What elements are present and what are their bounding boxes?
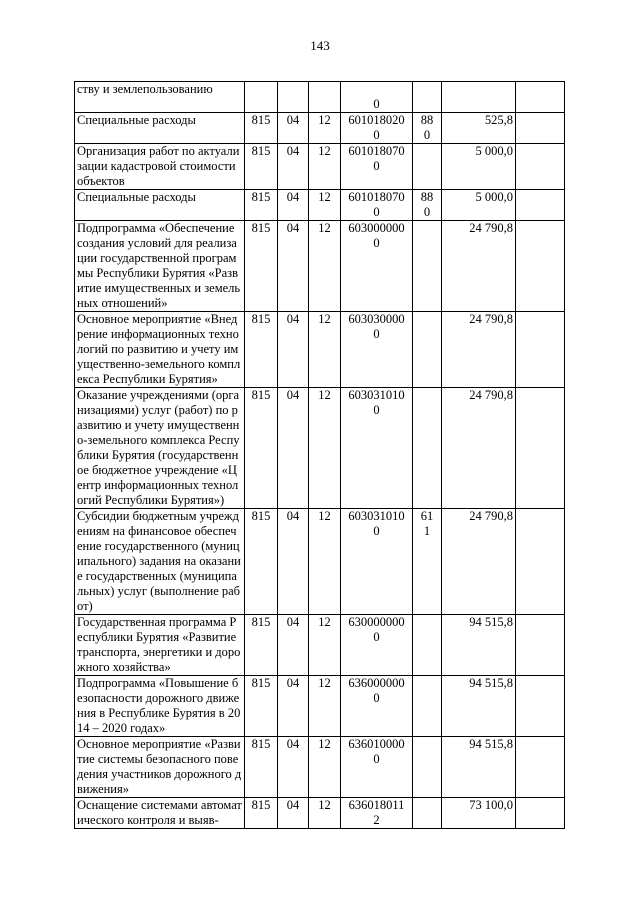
- target-article-cell: [341, 312, 413, 388]
- target-article-part: 0: [373, 97, 380, 111]
- row-name-cell: Государственная программа Республики Бурятия «Развитие транспорта, энергетики и дорожного хозяйства»: [75, 615, 245, 676]
- target-article-part: 603031010: [348, 509, 405, 523]
- subsection-code-cell: 12: [309, 615, 341, 676]
- target-article-cell: [341, 82, 413, 113]
- expense-type-cell: [413, 615, 442, 676]
- subsection-code-cell: 12: [309, 221, 341, 312]
- subsection-code-cell: 12: [309, 798, 341, 829]
- page-number: 143: [310, 38, 330, 53]
- table-body: [75, 82, 565, 829]
- ved-code-cell: 815: [245, 388, 278, 509]
- target-article-part: 0: [373, 159, 380, 173]
- expense-type-cell: [413, 190, 442, 221]
- table-row: [75, 676, 565, 737]
- ved-code-cell: 815: [245, 737, 278, 798]
- expense-type-part: 0: [423, 128, 431, 142]
- target-article-part: 0: [373, 691, 380, 705]
- extra-cell: [516, 388, 565, 509]
- row-name-cell: Основное мероприятие «Внедрение информационных технологий по развитию и учету имущественно-земельного комплекса Республики Бурятия»: [75, 312, 245, 388]
- target-article-cell: [341, 509, 413, 615]
- target-article-part: [343, 82, 410, 97]
- section-code-cell: 04: [278, 388, 309, 509]
- target-article-part: 0: [373, 403, 380, 417]
- row-name-cell: Подпрограмма «Обеспечение создания условий для реализации государственной программы Республики Бурятия «Развитие имущественных и земельных отношений»: [75, 221, 245, 312]
- section-code-cell: 04: [278, 113, 309, 144]
- amount-cell: 24 790,8: [442, 221, 516, 312]
- extra-cell: [516, 615, 565, 676]
- target-article-cell: [341, 676, 413, 737]
- amount-cell: 94 515,8: [442, 737, 516, 798]
- row-name-cell: Основное мероприятие «Развитие системы безопасного поведения участников дорожного движения»: [75, 737, 245, 798]
- extra-cell: [516, 190, 565, 221]
- table-row: [75, 388, 565, 509]
- extra-cell: [516, 113, 565, 144]
- expense-type-cell: [413, 509, 442, 615]
- target-article-part: 0: [373, 630, 380, 644]
- amount-cell: 5 000,0: [442, 190, 516, 221]
- target-article-part: 636018011: [348, 798, 405, 812]
- ved-code-cell: 815: [245, 113, 278, 144]
- expense-type-part: 1: [423, 524, 431, 538]
- target-article-part: 636000000: [348, 676, 405, 690]
- target-article-cell: [341, 144, 413, 190]
- ved-code-cell: 815: [245, 312, 278, 388]
- ved-code-cell: 815: [245, 615, 278, 676]
- expense-type-cell: [413, 113, 442, 144]
- ved-code-cell: 815: [245, 798, 278, 829]
- row-name-cell: ству и землепользованию: [75, 82, 245, 113]
- amount-cell: 94 515,8: [442, 676, 516, 737]
- row-name-cell: Оказание учреждениями (организациями) услуг (работ) по развитию и учету имущественно-земельного комплекса Республики Бурятия (государственное бюджетное учреждение «Центр информационных технологий Республики Бурятия»): [75, 388, 245, 509]
- row-name-cell: Подпрограмма «Повышение безопасности дорожного движения в Республике Бурятия в 2014 – 2020 годах»: [75, 676, 245, 737]
- target-article-part: 636010000: [348, 737, 405, 751]
- expense-type-part: 61: [420, 509, 434, 523]
- ved-code-cell: 815: [245, 221, 278, 312]
- target-article-part: 2: [373, 813, 380, 827]
- extra-cell: [516, 676, 565, 737]
- target-article-part: 603000000: [348, 221, 405, 235]
- expense-type-cell: [413, 388, 442, 509]
- budget-table: [74, 81, 565, 829]
- target-article-part: 630000000: [348, 615, 405, 629]
- ved-code-cell: 815: [245, 509, 278, 615]
- target-article-part: 601018020: [348, 113, 405, 127]
- section-code-cell: 04: [278, 221, 309, 312]
- extra-cell: [516, 82, 565, 113]
- expense-type-cell: [413, 82, 442, 113]
- section-code-cell: 04: [278, 312, 309, 388]
- expense-type-part: 0: [423, 205, 431, 219]
- amount-cell: 24 790,8: [442, 312, 516, 388]
- target-article-part: 603031010: [348, 388, 405, 402]
- table-row: [75, 509, 565, 615]
- table-row: [75, 737, 565, 798]
- amount-cell: 94 515,8: [442, 615, 516, 676]
- expense-type-part: 88: [420, 190, 434, 204]
- section-code-cell: 04: [278, 190, 309, 221]
- table-row: [75, 221, 565, 312]
- target-article-cell: [341, 190, 413, 221]
- target-article-cell: [341, 388, 413, 509]
- target-article-cell: [341, 113, 413, 144]
- target-article-cell: [341, 615, 413, 676]
- expense-type-cell: [413, 676, 442, 737]
- row-name-cell: Специальные расходы: [75, 190, 245, 221]
- ved-code-cell: [245, 82, 278, 113]
- subsection-code-cell: 12: [309, 676, 341, 737]
- amount-cell: 525,8: [442, 113, 516, 144]
- section-code-cell: 04: [278, 615, 309, 676]
- target-article-part: 0: [373, 524, 380, 538]
- row-name-cell: Специальные расходы: [75, 113, 245, 144]
- section-code-cell: 04: [278, 798, 309, 829]
- ved-code-cell: 815: [245, 144, 278, 190]
- amount-cell: 73 100,0: [442, 798, 516, 829]
- section-code-cell: 04: [278, 144, 309, 190]
- extra-cell: [516, 509, 565, 615]
- table-row: [75, 312, 565, 388]
- expense-type-part: 88: [420, 113, 434, 127]
- extra-cell: [516, 312, 565, 388]
- ved-code-cell: 815: [245, 190, 278, 221]
- subsection-code-cell: [309, 82, 341, 113]
- subsection-code-cell: 12: [309, 312, 341, 388]
- target-article-part: 601018070: [348, 144, 405, 158]
- expense-type-cell: [413, 221, 442, 312]
- row-name-cell: Организация работ по актуализации кадастровой стоимости объектов: [75, 144, 245, 190]
- target-article-part: 0: [373, 752, 380, 766]
- table-row: [75, 82, 565, 113]
- target-article-part: 601018070: [348, 190, 405, 204]
- table-row: [75, 798, 565, 829]
- amount-cell: 24 790,8: [442, 388, 516, 509]
- amount-cell: 24 790,8: [442, 509, 516, 615]
- extra-cell: [516, 737, 565, 798]
- target-article-cell: [341, 221, 413, 312]
- table-row: [75, 190, 565, 221]
- target-article-cell: [341, 737, 413, 798]
- expense-type-cell: [413, 144, 442, 190]
- extra-cell: [516, 798, 565, 829]
- target-article-part: 603030000: [348, 312, 405, 326]
- table-row: [75, 144, 565, 190]
- table-row: [75, 113, 565, 144]
- expense-type-cell: [413, 312, 442, 388]
- subsection-code-cell: 12: [309, 190, 341, 221]
- section-code-cell: 04: [278, 676, 309, 737]
- amount-cell: [442, 82, 516, 113]
- subsection-code-cell: 12: [309, 113, 341, 144]
- subsection-code-cell: 12: [309, 509, 341, 615]
- extra-cell: [516, 221, 565, 312]
- section-code-cell: 04: [278, 737, 309, 798]
- table-row: [75, 615, 565, 676]
- extra-cell: [516, 144, 565, 190]
- amount-cell: 5 000,0: [442, 144, 516, 190]
- expense-type-cell: [413, 798, 442, 829]
- subsection-code-cell: 12: [309, 388, 341, 509]
- target-article-part: 0: [373, 327, 380, 341]
- expense-type-cell: [413, 737, 442, 798]
- subsection-code-cell: 12: [309, 144, 341, 190]
- section-code-cell: 04: [278, 509, 309, 615]
- row-name-cell: Оснащение системами автоматического контроля и выяв-: [75, 798, 245, 829]
- section-code-cell: [278, 82, 309, 113]
- subsection-code-cell: 12: [309, 737, 341, 798]
- target-article-cell: [341, 798, 413, 829]
- target-article-part: 0: [373, 236, 380, 250]
- target-article-part: 0: [373, 205, 380, 219]
- ved-code-cell: 815: [245, 676, 278, 737]
- target-article-part: 0: [373, 128, 380, 142]
- row-name-cell: Субсидии бюджетным учреждениям на финансовое обеспечение государственного (муниципального) задания на оказание государственных (муниципальных) услуг (выполнение работ): [75, 509, 245, 615]
